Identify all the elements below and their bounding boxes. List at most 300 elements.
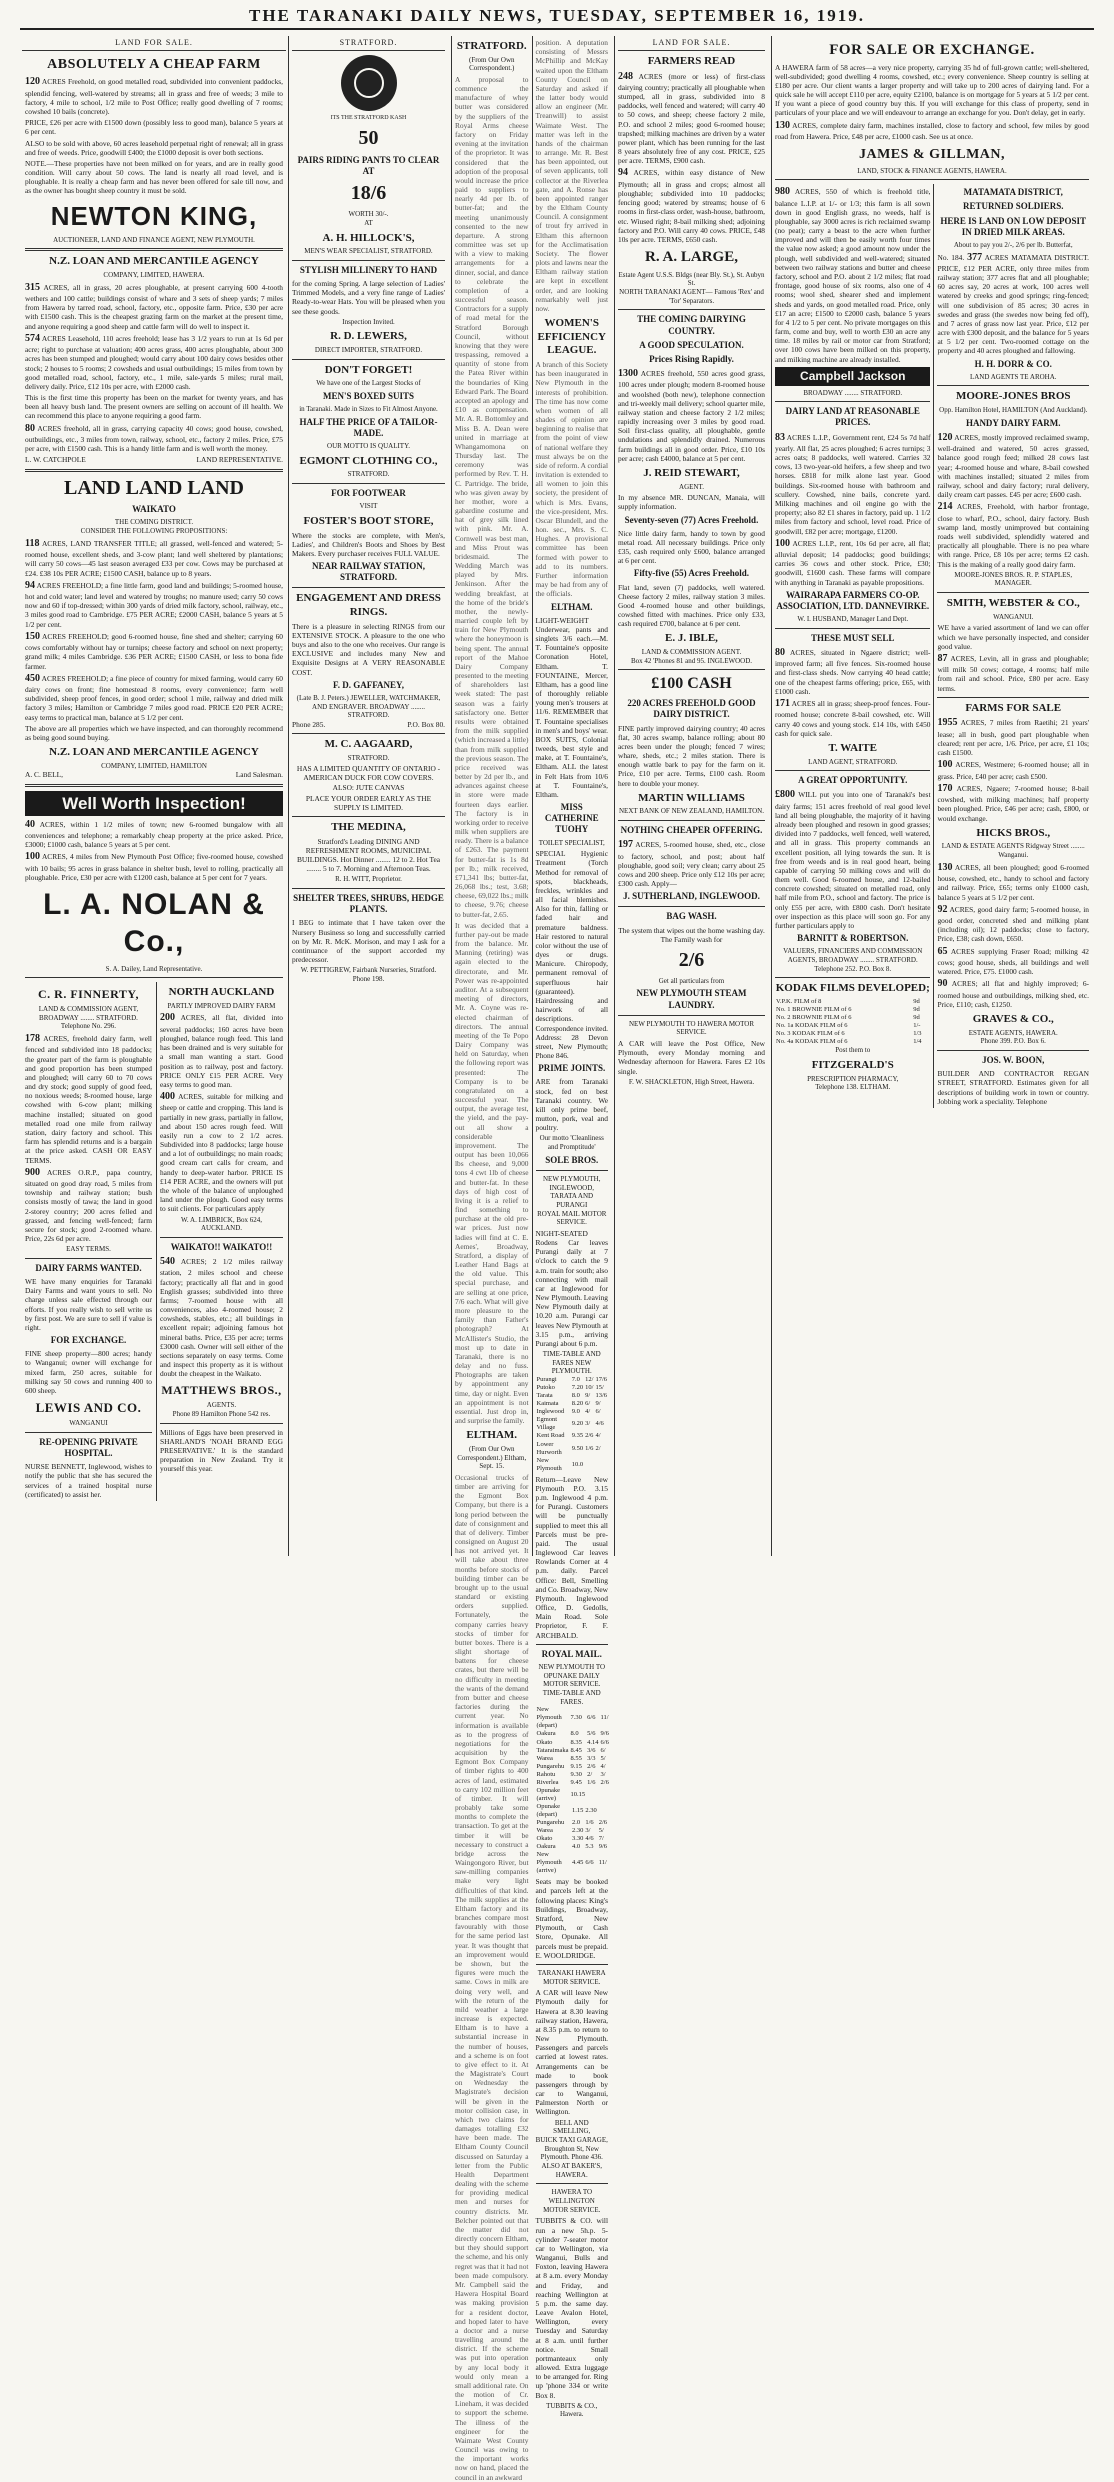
timetable-row bbox=[536, 1803, 609, 1819]
timetable-row bbox=[536, 1408, 609, 1416]
timetable-row bbox=[536, 1441, 609, 1457]
timetable bbox=[536, 1803, 609, 1875]
ad-headline: RE-OPENING PRIVATE HOSPITAL. bbox=[39, 1436, 138, 1459]
ad-text: No. 184. 377 ACRES MATAMATA DISTRICT. PRICE, £12 PER ACRE, only three miles from railway station; 377 acres flat and all ploughable; 60 acres say, 20 acres at work, 100 acres well watered by creeks and good springs; ring-fenced; will one subdivision of 85 acres; 30 acres in swedes and grass (the swedes now being fed off), and 7 acres of grass now last year. Price, £12 per acre with £300 deposit, and the balance for 5 years at 5 1/2 per cent. Two-roomed cottage on the property and 40 acres ploughed and fallowing. bbox=[937, 251, 1089, 356]
timetable-cell: No. 1 BROWNIE FILM of 6 bbox=[776, 1005, 852, 1013]
timetable-cell: 8.55 bbox=[570, 1754, 582, 1762]
ad-text: 100 ACRES, Westmere; 6-roomed house; all in grass. Price, £40 per acre; cash £500. bbox=[937, 759, 1089, 781]
agent-name: E. J. IBLE, bbox=[665, 632, 718, 645]
timetable-row bbox=[775, 1038, 930, 1046]
ad-text: Where the stocks are complete, with Men's, Ladies', and Children's Boots and Shoes by Best Makers. Every purchaser receives FULL VALUE. bbox=[292, 530, 445, 558]
agent-subtitle: MEN'S WEAR SPECIALIST, STRATFORD. bbox=[304, 247, 433, 256]
agent-phone: Phone 285. P.O. Box 80. bbox=[292, 719, 445, 729]
timetable-cell: 5/ bbox=[598, 1827, 604, 1835]
ad-headline: PRIME JOINTS. bbox=[538, 1063, 606, 1074]
agent-name: J. REID STEWART, bbox=[643, 466, 740, 479]
timetable-row bbox=[536, 1432, 609, 1440]
timetable-cell bbox=[586, 1787, 599, 1803]
agent-name: W. A. LIMBRICK, Box 624, AUCKLAND. bbox=[180, 1215, 262, 1233]
timetable-cell: Okato bbox=[536, 1738, 553, 1746]
agent-name: SMITH, WEBSTER & CO., bbox=[946, 597, 1080, 610]
ad-text: 120 ACRES Freehold, on good metalled road, subdivided into convenient paddocks, splendid fencing, well-watered by streams; all in grass and free of weeds; 3 mile to factory, 4 mile to school, 1/2 mile to Post Office; really good dwelling of 7 rooms; cowshed 10 bails (concrete). bbox=[25, 76, 283, 116]
ad-text: 1300 ACRES freehold, 550 acres good grass, 100 acres under plough; modern 8-roomed house and woolshed (both new), telephone connection and tri-weekly mail delivery; school quarter mile, railway station and cheese factory 2 1/2 miles; rapidly increasing over 3 miles by good road. Soil first-class quality, all ploughable, gentle undulations and splendidly drained. Numerous farm buildings all in good order. Price, £10 10s per acre; cash £4000, balance at 5 per cent. bbox=[618, 367, 765, 463]
ad-text: 197 ACRES, 5-roomed house, shed, etc., close to factory, school, and post; about half ploughable, good soil; very clean; carry about 25 cows and 200 sheep. Price only £12 10s per acre; £300 cash. Apply— bbox=[618, 839, 765, 889]
agent-name: J. SUTHERLAND, INGLEWOOD. bbox=[623, 891, 760, 902]
timetable-cell: No. 2 BROWNIE FILM of 6 bbox=[776, 1014, 852, 1022]
column-stratford-ads bbox=[288, 36, 448, 1556]
ad-subheadline: WAIKATO bbox=[132, 504, 176, 515]
ad-text: We have one of the Largest Stocks of bbox=[316, 379, 421, 388]
agent-subtitle: TOILET SPECIALIST, bbox=[538, 838, 605, 847]
news-text: A branch of this Society has been inaugurated in New Plymouth in the interests of prohibition. The time has now come when women of all shades of opinion are beginning to realise that from the point of view of national welfare they must always be on the side of reform. A cordial invitation is extended to all women to join this society, the president of which is Mrs. Evans, the vice-president, Mrs. Oscar Blundell, and the hon. sec., Mrs. S. C. Hughes. A provisional committee has been formed with power to add to its numbers. Further information may be had from any of the officials. bbox=[535, 360, 608, 599]
agent-name: NEWTON KING, bbox=[50, 200, 258, 231]
ad-text: Flat land, seven (7) paddocks, well watered. Cheese factory 2 miles, railway station 3 miles. Good 4-roomed house and other buildings, cowshed fitted with machines. Price only £33, cash required £700, balance at 6 per cent. bbox=[618, 582, 765, 629]
ad-text: NOTE.—These properties have not been milked on for years, and are in really good condition. Will carry about 50 cows. The land is nearly all road level, and is ploughable. It is really a cheap farm and has never been offered for sale till now, and as the owner has bought sheep country it must be sold. bbox=[25, 158, 283, 196]
timetable-cell: 2/6 bbox=[600, 1778, 609, 1786]
timetable-cell: Opunake (depart) bbox=[536, 1802, 560, 1818]
timetable-cell: 10.15 bbox=[570, 1790, 586, 1798]
stratford-kash-seal-icon bbox=[341, 55, 397, 111]
agent-subtitle: BUICK TAXI GARAGE, Broughton St, New Plymouth. Phone 436. ALSO AT BAKER'S, HAWERA. bbox=[535, 2135, 608, 2179]
timetable-row bbox=[536, 1827, 609, 1835]
timetable-cell: 9d bbox=[913, 997, 920, 1005]
timetable-cell: 3/6 bbox=[587, 1746, 596, 1754]
agent-phone: Phone 89 Hamilton Phone 542 res. bbox=[172, 1410, 271, 1419]
timetable-row bbox=[775, 1022, 930, 1030]
ad-text: A HAWERA farm of 58 acres—a very nice property, carrying 35 hd of full-grown cattle; well-sheltered, well-subdivided; good dwelling 4 rooms, cowshed, etc.; every convenience. Sheep country is selling at £180 per acre. Our client wants a larger property and will take up to 200 acres of dairying land. For a quick sale he will accept £110 per acre, equity £2100, balance is on mortgage for 5 years at 5 1/2 per cent. If you want a piece of good country buy this. If you will exchange for this class of property, send in particulars of your place and we will endeavour to arrange an exchange for you. Don't delay, get in early. bbox=[775, 62, 1089, 118]
agent-subtitle: R. H. WITT, Proprietor. bbox=[335, 875, 402, 884]
timetable-cell: 1/3 bbox=[913, 1030, 922, 1038]
ad-subheadline: RETURNED SOLDIERS. bbox=[962, 201, 1064, 212]
ad-headline: ABSOLUTELY A CHEAP FARM bbox=[47, 56, 261, 72]
ad-headline: FARMS FOR SALE bbox=[965, 701, 1062, 714]
ad-text: in Taranaki. Made in Sizes to Fit Almost Anyone. bbox=[299, 405, 438, 414]
ad-text: 94 ACRES FREEHOLD; a fine little farm, good land and buildings; 5-roomed house, hot and cold water; land level and watered by troughs; no manure used; carry 50 cows now and 60 if top-dressed; within 300 yards of dried milk factory, school, railway, etc., 3 miles good road to Cambridge. £75 PER ACRE; £2000 CASH, balance 5 years at 5 1/2 per cent. bbox=[25, 579, 283, 629]
timetable-cell: 6/6 bbox=[600, 1738, 609, 1746]
agent-subtitle: VALUERS, FINANCIERS AND COMMISSION AGENTS, BROADWAY ........ STRATFORD. bbox=[783, 947, 923, 964]
ad-caption: NEAR RAILWAY STATION, STRATFORD. bbox=[312, 561, 425, 583]
ad-text: 400 ACRES, suitable for milking and sheep or cattle and cropping. This land is partially in new grass, partially in fallow, and about 150 acres rough feed. Will easily run a cow to 2 1/2 acres. Subdivided into 8 paddocks; large house and a lot of outbuildings; no main roads; good cream cart calls for cream, and handy to deep-water harbor. PRICE IS £14 PER ACRE, and the owners will put the whole of the balance of unploughed land under the plough. Good easy terms to suit clients. For particulars apply bbox=[159, 1091, 283, 1214]
ad-headline: ENGAGEMENT AND DRESS RINGS. bbox=[296, 592, 441, 619]
timetable-row bbox=[536, 1851, 609, 1875]
agent-subtitle: NORTH TARANAKI AGENT— Famous 'Rex' and 'Tor' Separators. bbox=[619, 288, 764, 305]
timetable-row bbox=[536, 1400, 609, 1408]
timetable-cell: 8.0 bbox=[571, 1392, 580, 1400]
timetable-cell: Kent Road bbox=[536, 1432, 565, 1440]
agent-phone: Phone 399. P.O. Box 6. bbox=[980, 1037, 1046, 1046]
timetable-cell: 9.0 bbox=[571, 1408, 580, 1416]
news-text: position. A deputation consisting of Messrs McPhillip and McKay waited upon the Eltham County Council on Saturday and asked if the latter body would allow an engineer (Mr. Treanwill) to assist Waimate West. The matter was left in the hands of the chairman to arrange. Mr. R. Best has been appointed, out of seven applicants, toll collector at the Riverlea gate, and A. Ronse has been appointed ranger by the Eltham County Council. A consignment of trout fry arrived in Eltham this afternoon for the Acclimatisation Society. The flower plots and lawns near the Eltham railway station are kept in excellent order, and are looking remarkably well just now. bbox=[535, 38, 608, 313]
timetable-cell: Rahotu bbox=[536, 1770, 556, 1778]
timetable-cell: 2/6 bbox=[585, 1432, 594, 1440]
ad-headline: FARMERS READ bbox=[647, 54, 736, 67]
timetable-cell: V.P.K. FILM of 8 bbox=[776, 997, 822, 1005]
timetable-cell: 9.45 bbox=[570, 1778, 582, 1786]
timetable-cell: 4/ bbox=[595, 1432, 601, 1440]
timetable-cell: 9.30 bbox=[570, 1770, 582, 1778]
ad-text: SPECIAL Hygienic Treatment (Torch Method for removal of spots, blackheads, freckles, wrinkles and all facial blemishes. Also for thin, falling or faded hair and premature baldness. Hair restored to natural color without the use of dyes or drugs. Manicure. Chiropody, permanent removal of superfluous hair (guaranteed). Hairdressing and hairwork of all descriptions. Correspondence invited. Address: 28 Devon street, New Plymouth; Phone 846. bbox=[535, 849, 608, 1061]
agent-name: W. PETTIGREW, Fairbank Nurseries, Stratford. bbox=[300, 966, 437, 975]
timetable-row bbox=[536, 1376, 609, 1384]
news-heading: STRATFORD. bbox=[456, 40, 527, 52]
news-heading: WOMEN'S EFFICIENCY LEAGUE. bbox=[537, 317, 606, 357]
ad-headline: Well Worth Inspection! bbox=[25, 791, 283, 816]
ad-headline: TARANAKI HAWERA MOTOR SERVICE. bbox=[537, 1968, 606, 1986]
timetable-cell: Okato bbox=[536, 1835, 553, 1843]
agent-subtitle: DIRECT IMPORTER, STRATFORD. bbox=[314, 346, 423, 355]
ad-text: 170 ACRES, Ngaere; 7-roomed house; 8-bail cowshed, with milking machines; half property been ploughed. Price, £46 per acre; cash, £800, or would exchange. bbox=[937, 782, 1089, 823]
agent-name: R. D. LEWERS, bbox=[330, 330, 407, 343]
timetable-cell: 3/ bbox=[585, 1420, 591, 1428]
masthead: THE TARANAKI DAILY NEWS, TUESDAY, SEPTEMBER 16, 1919. bbox=[20, 6, 1094, 30]
agent-subtitle: AUCTIONEER, LAND AND FINANCE AGENT, NEW PLYMOUTH. bbox=[53, 235, 255, 244]
news-heading: ELTHAM. bbox=[551, 601, 593, 612]
agent-name: BELL AND SMELLING, bbox=[553, 2118, 591, 2136]
ad-headline: DON'T FORGET! bbox=[324, 363, 413, 376]
agent-phone: Telephone No. 296. bbox=[60, 1022, 117, 1031]
timetable-cell: 4.14 bbox=[587, 1738, 599, 1746]
ad-text: 540 ACRES; 2 1/2 miles railway station, 2 miles school and cheese factory; practically all flat and in good English grasses; subdivided into three farms; 7-roomed house with all conveniences, also 4-roomed house; 2 cowsheds, stables, etc.; all buildings in excellent repair; adjoining famous hot mineral baths. Price, £35 per acre; terms £3000 cash. Owner will sell either of the sections separately on easy terms. Come and inspect this property as it is without doubt the cheapest in the Waikato. bbox=[159, 1256, 283, 1379]
ad-text: 100 ACRES, 4 miles from New Plymouth Post Office; five-roomed house, cowshed with 10 bails; 95 acres in grass balance in shelter bush, level to rolling, practically all ploughable. Price, £30 per acre with £1200 cash, balance at 5 per cent for 7 years. bbox=[25, 851, 283, 882]
agent-name: LEWIS AND CO. bbox=[35, 1400, 142, 1416]
agent-subtitle: LAND & ESTATE AGENTS Ridgway Street ........ Wanganui. bbox=[941, 842, 1085, 860]
ad-headline: £100 CASH bbox=[651, 675, 732, 693]
timetable-cell bbox=[584, 1457, 594, 1473]
timetable-cell: 13/6 bbox=[595, 1392, 607, 1400]
ad-text: LIGHT-WEIGHT Underwear, pants and singlets 3/6 each.—M. T. Fountaine's opposite Coronation Hotel, Eltham. T. FOUNTAINE, Mercer, Eltham, has a good line of thoroughly reliable young men's trousers at 11/6. REMEMBER that T. Fountaine specialises in men's and boys' wear. BOX SUITS, Colonial tweeds, best style and make, at T. Fountaine's, Eltham. ALL the latest in Felt Hats from 10/6 at T. Fountaine's, Eltham. bbox=[535, 615, 608, 799]
agent-subtitle: LAND, STOCK & FINANCE AGENTS, HAWERA. bbox=[857, 166, 1007, 175]
timetable-cell: 2/ bbox=[595, 1444, 601, 1452]
ad-headline: LAND LAND LAND bbox=[63, 476, 244, 499]
ad-headline: DAIRY FARMS WANTED. bbox=[35, 1262, 142, 1273]
timetable-cell: Kaimata bbox=[536, 1400, 559, 1408]
timetable-cell: 1/- bbox=[913, 1022, 921, 1030]
timetable-row bbox=[536, 1835, 609, 1843]
ad-text: 900 ACRES O.R.P., papa country, situated on good dray road, 5 miles from township and railway station; bush consists mostly of tawa; the land in good 2-storey country; 200 acres felled and grassed, and fencing well-fenced; farm secure for stock; good 2-roomed whare. Price, 22s 6d per acre. bbox=[25, 1166, 152, 1244]
lower-ads bbox=[25, 982, 283, 1501]
ad-text: The system that wipes out the home washing day. The Family wash for bbox=[618, 925, 765, 944]
ad-text: £800 WILL put you into one of Taranaki's best dairy farms; 151 acres freehold of real good level land all being ploughable, the majority of it having already been ploughed and resown in good grasses; divided into 7 paddocks, well fenced, well watered, and all in grass. This property commands an excellent position, all lying towards the sun. It is free from weeds and is in real good heart, being capable of carrying 50 milking cows and will do them well. Good 6-roomed house, and 12-bailed concrete cowshed; situated on metalled road, only half mile from P.O., school and factory. The price is only £55 per acre, with £800 cash. Don't hesitate over inspection as this place will soon go. For any further particulars apply to bbox=[775, 789, 931, 930]
timetable-cell: 9/6 bbox=[598, 1843, 607, 1851]
timetable-cell: 11/ bbox=[598, 1859, 607, 1867]
timetable-cell: 7.20 bbox=[571, 1384, 584, 1392]
ad-headline: NEW PLYMOUTH TO HAWERA MOTOR SERVICE. bbox=[628, 1019, 754, 1037]
ad-text: 83 ACRES L.I.P., Government rent, £24 5s 7d half yearly. All flat, 25 acres ploughed; 6 acres turnips; 3 acres oats; 8 paddocks, well watered. Carries 32 cows, 13 two-year-old heifers, a few sheep and two horses. £818 for milk alone last year. Good buildings. Six-roomed house with bathroom and scullery. Cowshed, nine bails, concrete yard. Milking machines and oil engine go with the property; also 82 £1 shares in factory, paid up. 1 1/2 miles from factory and school, level road. Price of goodwill, £82 per acre; mortgage, £1200. bbox=[775, 431, 931, 536]
timetable-cell bbox=[600, 1787, 610, 1803]
agent-subtitle: LAND & COMMISSION AGENT, BROADWAY ........ STRATFORD. bbox=[38, 1005, 139, 1022]
ad-subheadline: MEN'S BOXED SUITS bbox=[322, 391, 415, 401]
timetable-row bbox=[775, 1006, 930, 1014]
agent-name: TUBBITS & CO., Hawera. bbox=[546, 2401, 598, 2419]
ad-headline: MATAMATA DISTRICT, bbox=[963, 187, 1063, 198]
agent-phone: Phone 198. bbox=[352, 975, 385, 983]
agent-name: A. H. HILLOCK'S, bbox=[322, 231, 415, 244]
agent-subtitle: PRESCRIPTION PHARMACY, bbox=[807, 1074, 899, 1083]
timetable-cell: 6/6 bbox=[587, 1714, 596, 1722]
timetable bbox=[536, 1706, 610, 1803]
ad-text: 178 ACRES, freehold dairy farm, well fenced and subdivided into 18 paddocks; the greater part of the farm is ploughable and good proportion has been stumped and ploughed; will carry 60 to 70 cows and dry stock; good supply of good feed, no noxious weeds; 8-roomed house, large cowshed with 6-cow plant; milking machine installed; situated on good metalled road one mile from railway station, dairy factory and school. This farm has splendid returns and is a bargain at the price asked. CASH OR EASY TERMS. bbox=[25, 1033, 152, 1165]
ad-headline: STYLISH MILLINERY TO HAND bbox=[299, 264, 438, 275]
ad-text: FINE partly improved dairying country; 40 acres flat, 30 acres swamp, balance rolling; about 80 acres been under the plough; fenced 7 wires; whare, sheds, etc.; 2 miles station. There is enough wattle bark to pay for the farm on it. Price, £10 per acre. Terms, £100 cash. Room here to double your money. bbox=[618, 723, 765, 788]
ad-text: for the coming Spring. A large selection of Ladies' Trimmed Models, and a very fine range of Ladies' Ready-to-wear Hats. You will be pleased when you see these goods. bbox=[292, 279, 445, 316]
ad-text: 248 ACRES (more or less) of first-class dairying country; practically all ploughable when stumped, all in grass, subdivided into 8 paddocks, well fenced and watered; will carry 40 to 50 cows, and sheep; cheese factory 2 mile, P.O. and school 2 miles; good 6-roomed house; trapshed; milking machines are driven by a water power plant, which has been running for the last 8 years absolutely free of any cost. PRICE, £25 per acre. TERMS, £900 cash. bbox=[618, 70, 765, 166]
news-byline: (From Our Own Correspondent.) bbox=[469, 55, 515, 73]
agent-subtitle: STRATFORD. bbox=[347, 470, 390, 479]
agent-subtitle: NEXT BANK OF NEW ZEALAND, HAMILTON. bbox=[619, 807, 764, 816]
ad-headline: THESE MUST SELL bbox=[811, 632, 895, 643]
timetable-cell: Pungarehu bbox=[536, 1762, 565, 1770]
split-columns bbox=[775, 184, 1089, 1108]
timetable-cell: 2/6 bbox=[598, 1818, 607, 1826]
timetable-cell: No. 4a KODAK FILM of 6 bbox=[776, 1038, 848, 1046]
ad-text: Seats may be booked and parcels left at the following places: King's Buildings, Broadway, Stratford, New Plymouth, or Cash Store, Opunake. All parcels must be prepaid. E. WOOLDRIDGE. bbox=[535, 1877, 608, 1960]
ad-text: PRICE, £26 per acre with £1500 down (possibly less to good man), balance 5 years at 6 per cent. bbox=[25, 118, 283, 137]
ad-text: Nice little dairy farm, handy to town by good metal road. All necessary buildings. Price only £35, cash required only £600, balance arranged at 6 per cent. bbox=[618, 528, 765, 566]
agent-name: L. A. NOLAN & Co., bbox=[43, 888, 265, 959]
ad-headline: SHELTER TREES, SHRUBS, HEDGE PLANTS. bbox=[293, 893, 444, 915]
timetable-cell: Pungarehu bbox=[536, 1818, 565, 1826]
ad-text: 40 ACRES, within 1 1/2 miles of town; new 6-roomed bungalow with all conveniences and telephone; a remarkably cheap property at the price asked. Price, £3000; £1000 cash, balance 5 years at 5 per cent. bbox=[25, 818, 283, 850]
timetable-cell: 9/6 bbox=[600, 1730, 609, 1738]
ad-headline: NEW PLYMOUTH, INGLEWOOD, TARATA AND PURANGI bbox=[542, 1174, 601, 1209]
column-news bbox=[451, 36, 611, 2482]
timetable-cell: Oakura bbox=[536, 1730, 556, 1738]
agent-name: MATTHEWS BROS., bbox=[161, 1383, 282, 1398]
timetable-cell: Warea bbox=[536, 1827, 553, 1835]
ad-headline: FOR EXCHANGE. bbox=[50, 1335, 127, 1346]
ad-text: 65 ACRES supplying Fraser Road; milking 42 cows; good house, sheds, all buildings and well watered. Price, £75. £1000 cash. bbox=[937, 945, 1089, 977]
ad-text: 574 ACRES Leasehold, 110 acres freehold; lease has 3 1/2 years to run at 1s 6d per acre; right to purchase at valuation; 400 acres grass, 400 acres ploughable, about 300 acres has been stumped and ploughed; would carry about 100 dairy cows besides other stock; 2 houses to 5 rooms; 2 cowsheds and usual outbuildings; 15 miles from town by good metalled road, school, factory, etc., 1 mile, sale-yards 5 miles; rural mail, delivery daily. Price, £12 10s per acre, with £2000 cash. bbox=[25, 332, 283, 391]
agent-phone: Telephone 138. ELTHAM. bbox=[815, 1083, 891, 1092]
ad-text: 118 ACRES, LAND TRANSFER TITLE; all grassed, well-fenced and watered; 5-roomed house, excellent sheds, and 3-cow plant; land well sheltered by plantations; will carry 50 cows—45 last season averaged £33 per cow. Cows may be purchased at £24. £38 10s PER ACRE; £1500 CASH, balance up to 8 years. bbox=[25, 537, 283, 578]
ad-text: TUBBITS & CO. will run a new 5h.p. 5-cylinder 7-seater motor car to Wellington, via Wanganui, Bulls and Foxton, leaving Hawera at 8 a.m. every Monday and Friday, and reaching Wellington at 5 p.m. the same day. Leave Avalon Hotel, Wellington, every Tuesday and Saturday at 8 a.m. until further notice. Small portmanteaux only allowed. Extra luggage to be arranged for. Ring up 'phone 334 or write Box 8. bbox=[535, 2216, 608, 2400]
timetable-row bbox=[536, 1416, 609, 1432]
timetable-cell: 3/ bbox=[600, 1770, 606, 1778]
agent-name: F. W. SHACKLETON, High Street, Hawera. bbox=[628, 1077, 755, 1086]
agent-phone: Box 42 'Phones 81 and 95. INGLEWOOD. bbox=[630, 656, 753, 665]
timetable-cell: Inglewood bbox=[536, 1408, 565, 1416]
timetable-cell: 4/ bbox=[600, 1762, 606, 1770]
price-list bbox=[775, 998, 930, 1046]
timetable-cell: Egmont Village bbox=[536, 1416, 558, 1432]
agent-name: H. H. DORR & CO. bbox=[974, 358, 1052, 369]
agent-subtitle: (Late B. J. Peters.) JEWELLER, WATCHMAKER, AND ENGRAVER. BROADWAY ........ STRATFORD. bbox=[296, 693, 441, 720]
ad-text: 130 ACRES, complete dairy farm, machines installed, close to factory and school, few miles by good road from Hawera. Price, £48 per acre, £1000 cash. See us at once. bbox=[775, 119, 1089, 142]
agent-name: T. WAITE bbox=[828, 741, 877, 754]
timetable-row bbox=[536, 1457, 609, 1473]
timetable-cell: 10.0 bbox=[571, 1460, 584, 1468]
agent-name: FOSTER'S BOOT STORE, bbox=[303, 514, 434, 527]
timetable-cell: 3/3 bbox=[587, 1754, 596, 1762]
timetable-cell: 2.30 bbox=[585, 1806, 597, 1814]
timetable-row bbox=[536, 1739, 610, 1747]
seal-caption: ITS THE STRATFORD KASH bbox=[330, 114, 407, 121]
timetable-cell: Opunake (arrive) bbox=[536, 1786, 560, 1802]
timetable-cell: 1/4 bbox=[913, 1038, 922, 1046]
timetable-row bbox=[536, 1384, 609, 1392]
ad-text: NIGHT-SEATED Rodens Car leaves Purangi daily at 7 o'clock to catch the 9 a.m. train for south; also connecting with mail car at Inglewood for New Plymouth. Leaving New Plymouth daily at 10.20 a.m. Purangi car leaves New Plymouth at 3.15 p.m., arriving Purangi about 6 p.m. bbox=[535, 1228, 608, 1348]
column-land-for-sale bbox=[22, 36, 286, 1556]
ad-caption: AT bbox=[364, 218, 373, 227]
timetable-title: TIME-TABLE AND FARES NEW PLYMOUTH. bbox=[542, 1350, 601, 1376]
timetable-row bbox=[536, 1819, 609, 1827]
timetable-cell: 3.30 bbox=[571, 1835, 584, 1843]
timetable-cell: New Plymouth (arrive) bbox=[536, 1851, 562, 1875]
ad-text: Get all particulars from bbox=[658, 976, 725, 985]
ad-text: Millions of Eggs have been preserved in SHARLAND'S 'NOAH BRAND EGG PRESERVATIVE.' It is the standard preparation in New Zealand. Try it yourself this year. bbox=[159, 1427, 283, 1474]
agent-name: JOS. W. BOON, bbox=[982, 1055, 1045, 1066]
ad-caption: VISIT bbox=[359, 502, 378, 511]
timetable-cell: 7/ bbox=[598, 1835, 604, 1843]
ad-caption: EASY TERMS. bbox=[66, 1245, 111, 1254]
agent-name: NEW PLYMOUTH STEAM LAUNDRY. bbox=[636, 988, 747, 1010]
timetable-cell: 8.45 bbox=[570, 1746, 582, 1754]
ad-text: 315 ACRES, all in grass, 20 acres ploughable, at present carrying 600 4-tooth wethers and 100 cattle; buildings consist of whare and 3 sets of sheep yards; 7 miles from Hawera by tarred road, school, factory, etc., opposite farm. Price, £30 per acre with £1500 cash. This is the cheapest grazing farm on the market at the present time, and anyone requiring a good sheep and cattle farm will do well to inspect it. bbox=[25, 281, 283, 331]
agent-name: Campbell Jackson bbox=[775, 367, 930, 386]
timetable-cell: 8.0 bbox=[570, 1730, 579, 1738]
timetable-cell: 1/6 bbox=[585, 1444, 594, 1452]
ad-headline: NOTHING CHEAPER OFFERING. bbox=[620, 825, 763, 836]
agent-subtitle: S. A. Dailey, Land Representative. bbox=[105, 964, 203, 973]
ad-subheadline: PARTLY IMPROVED DAIRY FARM bbox=[167, 1001, 276, 1010]
agent-signoff: A. C. BELL, Land Salesman. bbox=[25, 770, 283, 780]
ad-subheadline: A GOOD SPECULATION. bbox=[639, 339, 744, 350]
ad-headline: Fifty-five (55) Acres Freehold. bbox=[633, 568, 750, 579]
news-heading: ELTHAM. bbox=[466, 1429, 518, 1442]
news-text: It was decided that a further pay-out be made from the balance. Mr. Manning (retiring) was again elected to the directorate, and Mr. Power was re-appointed auditor. At a subsequent meeting of directors, Mr. A. Coyne was re-elected chairman of directors. The annual meeting of the Te Popo Dairy Company was held on Saturday, when the following report was presented: The Company is to be congratulated on a successful year. The output, the average test, the yield, and the pay-out all show a considerable improvement. The output has been 10,066 lbs cheese, and 9,000 tons 4 cwt 1lb of cheese and butter-fat. In these days of high cost of living it is a relief to find something to purchase at the old pre-war prices. Just now ladies will find at C. E. Aemes', Broadway, Stratford, a display of Leather Hand Bags at the old value. This special purchase, and are selling at one price, 7/6 each. What will give more pleasure to the family than Father's photograph? At McAllister's Studio, the most up to date in Taranaki, there is no delay and no fuss. Photographs are taken by appointment any time, day or night. Even an appointment is not essential. Just drop in, and surprise the family. bbox=[455, 920, 529, 1426]
timetable-cell: 5.3 bbox=[585, 1843, 594, 1851]
timetable-cell: 15/ bbox=[595, 1384, 604, 1392]
timetable-cell: 1.15 bbox=[571, 1806, 584, 1814]
agent-subtitle: STRATFORD. bbox=[347, 753, 390, 762]
timetable-cell: 8.35 bbox=[570, 1738, 582, 1746]
timetable-cell: 6/ bbox=[600, 1746, 606, 1754]
agent-subtitle: ESTATE AGENTS, HAWERA. bbox=[968, 1028, 1058, 1037]
agent-subtitle: COMPANY, LIMITED, HAMILTON bbox=[101, 761, 207, 770]
ad-text: 100 ACRES L.I.P., rent, 10s 6d per acre, all flat; alluvial deposit; 14 paddocks; good buildings; carries 36 cows and other stock. Price, £30; goodwill, £1600 cash. These farms will compare with anything in Taranaki as payable propositions. bbox=[775, 537, 931, 587]
ad-headline: Seventy-seven (77) Acres Freehold. bbox=[624, 514, 759, 525]
timetable-cell: 4/6 bbox=[585, 1835, 594, 1843]
ad-caption: OUR MOTTO IS QUALITY. bbox=[327, 442, 410, 451]
timetable-row bbox=[775, 998, 930, 1006]
timetable-cell: Oakura bbox=[536, 1843, 556, 1851]
timetable bbox=[536, 1376, 609, 1473]
ad-headline: FOR FOOTWEAR bbox=[331, 488, 406, 499]
timetable-cell: No. 1a KODAK FILM of 6 bbox=[776, 1022, 848, 1030]
timetable-cell: 9.35 bbox=[571, 1432, 584, 1440]
ad-text: 980 ACRES, 550 of which is freehold title, balance L.I.P. at 1/- or 1/3; this farm is all sown down in good English grass, no weeds, half is ploughable, say 3000 acres is rich reclaimed swamp (no peat); carry a beast to the acre when further improved and will then be easily worth four times the value now asked; a good amount now under the plough, well subdivided and well-watered; situated between two railway stations and butter and cheese factory, school and P.O. about 2 1/2 miles; flat road frontage, good house of six rooms, also one of 4 rooms; wool shed, shearer shed and implement sheds and yards, on good metalled road. Price, only £17 an acre; £1500 to £2000 cash, balance 5 years for 4 1/2 to 5 per cent. No private mortgages on this farm, come and buy, well to worth £30 an acre any time. 18 miles by rail or motor car from Stratford; over 100 cows have been milked on this property, and milking machine are already installed. bbox=[775, 186, 931, 364]
ad-text: 214 ACRES, Freehold, with harbor frontage, close to wharf, P.O., school, dairy factory. Bush swamp land, mostly unimproved but containing roads well subdivided, splendidly watered and practically all ploughable. There is no pea whare with range. Price, £8 10s per acre; terms £2 cash. This is the making of a really good dairy farm. bbox=[937, 501, 1089, 569]
timetable-row bbox=[536, 1755, 610, 1763]
ad-text: 90 ACRES; all flat and highly improved; 6-roomed house and outbuildings, milking shed, etc. Price, £110; cash, £1250. bbox=[937, 978, 1089, 1009]
column-for-sale-exchange bbox=[771, 36, 1092, 1556]
timetable-cell: 4/6 bbox=[595, 1420, 604, 1428]
agent-name: F. D. GAFFANEY, bbox=[333, 679, 404, 690]
agent-subtitle: WANGANUI. bbox=[993, 612, 1034, 621]
ad-text: 87 ACRES, Levin, all in grass and ploughable; will milk 50 cows; cottage, 4 rooms; half mile from rail and school. Price, £80 per acre. Easy terms. bbox=[937, 652, 1089, 693]
timetable-row bbox=[536, 1843, 609, 1851]
timetable-cell: 2/ bbox=[587, 1770, 593, 1778]
agent-name: N.Z. LOAN AND MERCANTILE AGENCY bbox=[49, 255, 259, 268]
timetable-cell: 5/6 bbox=[587, 1730, 596, 1738]
ad-subheadline: 220 ACRES FREEHOLD GOOD DAIRY DISTRICT. bbox=[627, 698, 756, 720]
ad-text: 450 ACRES FREEHOLD; a fine piece of country for mixed farming, would carry 60 dairy cows on front; fine homestead 8 rooms, every convenience; farm well subdivided, sheep proof fences, in good order; school 1 mile, railway and dried milk factory 3 miles; Hamilton or Cambridge 7 miles good road. PRICE £20 PER ACRE; easy terms to practical man, balance at 5 1/2 per cent. bbox=[25, 672, 283, 722]
agent-signoff: L. W. CATCHPOLE LAND REPRESENTATIVE. bbox=[25, 455, 283, 465]
ad-caption: THE COMING DISTRICT. bbox=[114, 518, 194, 527]
ad-text: There is a pleasure in selecting RINGS from our EXTENSIVE STOCK. A pleasure to the one who buys and also to the one who receives. Our range is EXCLUSIVE and includes many New and Exquisite Designs at A VERY REASONABLE COST. bbox=[292, 621, 445, 677]
ad-text: The above are all properties which we have inspected, and can thoroughly recommend as being good sound buying. bbox=[25, 723, 283, 742]
agent-name: SOLE BROS. bbox=[545, 1154, 599, 1165]
agent-subtitle: COMPANY, LIMITED, HAWERA. bbox=[103, 271, 205, 280]
timetable-cell: 9.50 bbox=[571, 1444, 584, 1452]
ad-text: PLACE YOUR ORDER EARLY AS THE SUPPLY IS LIMITED. bbox=[305, 793, 432, 812]
ad-subheadline: HERE IS LAND ON LOW DEPOSIT IN DRIED MILK AREAS. bbox=[940, 215, 1087, 237]
ad-headline: HAWERA TO WELLINGTON MOTOR SERVICE. bbox=[543, 2188, 601, 2214]
news-text: A proposal to commence the manufacture of whey butter was considered by the suppliers of the Royal Arms cheese factory on Friday evening at the invitation of the proprietor. It was considered that the adoption of the proposal would increase the price paid to suppliers to nearly 4d per lb. of butter-fat; and the meeting unanimously consented to the new departure. A strong committee was set up with a view to making arrangements for a dinner, social, and dance to celebrate the completion of a successful season. Contractors for a supply of road metal for the Stratford Borough Council, without knowing that they were trespassing, removed a quantity of stone from the Patea River within the boundaries of King Edward Park. The Board accepted an apology and £10 as compensation. Mr. A. R. Bottomley and Miss B. A. Dean were united in marriage at Whangamomona on Thursday last. The ceremony was performed by Rev. T. H. C. Partridge. The bride, who was given away by her mother, wore a gabardine costume and hat of grey silk lined with pink. Mr. A. Cornwell was best man, and Miss Prout was bridesmaid. The Wedding March was played by Mrs. Jenkinson. After the wedding breakfast, at the home of the bride's mother, the newly-married couple left by train for New Plymouth where the honeymoon is being spent. The annual report of the Mahoe Dairy Company presented to the meeting of shareholders last week stated: The past season was a fairly satisfactory one. Better results were obtained from the milk supplied (which increased a little) than from milk supplied the previous season. The price received was better by 2d per lb., and advances against cheese in store were made fourteen days earlier. The factory is in working order to receive milk when suppliers are ready. There is a balance of £263. The payment for butter-fat is 1s 8d per lb.; milk received, £71,341 lbs; butter-fat, 26,068 lbs.; test, 3.68; cheese, 69,022 lbs.; milk to cheese, 9.76; cheese to butter-fat, 2.65. bbox=[455, 74, 529, 919]
timetable-row bbox=[536, 1779, 610, 1787]
timetable-cell: 10/ bbox=[585, 1384, 594, 1392]
section-header: LAND FOR SALE. bbox=[22, 36, 286, 51]
ad-text: 80 ACRES, situated in Ngaere district; well-improved farm; all five fences. Six-roomed house and first-class sheds. Now carrying 40 head cattle; one of the cheapest farms offering; price, £65, with £1000 cash. bbox=[775, 646, 931, 696]
timetable-cell: 1/6 bbox=[587, 1778, 596, 1786]
ad-caption: CONSIDER THE FOLLOWING PROPOSITIONS: bbox=[80, 527, 228, 536]
timetable-row bbox=[536, 1787, 610, 1803]
timetable-cell: Lower Hurworth bbox=[536, 1440, 562, 1456]
agent-subtitle: LAND & COMMISSION AGENT. bbox=[641, 648, 742, 657]
section-header: STRATFORD. bbox=[292, 36, 445, 51]
agent-name: MARTIN WILLIAMS bbox=[638, 791, 745, 804]
agent-name: EGMONT CLOTHING CO., bbox=[299, 454, 438, 467]
timetable-cell: 8.20 bbox=[571, 1400, 584, 1408]
timetable-row bbox=[536, 1730, 610, 1738]
agent-name: FITZGERALD'S bbox=[811, 1058, 894, 1071]
agent-subtitle: LAND AGENT, STRATFORD. bbox=[808, 757, 898, 766]
ad-headline: WAIKATO!! WAIKATO!! bbox=[170, 1241, 273, 1252]
timetable-cell: 9/ bbox=[585, 1392, 591, 1400]
ad-headline: PAIRS RIDING PANTS TO CLEAR AT bbox=[297, 155, 440, 177]
agent-subtitle: BROADWAY ........ STRATFORD. bbox=[803, 388, 903, 397]
timetable-cell: 7.0 bbox=[571, 1376, 580, 1384]
timetable-cell: New Plymouth (depart) bbox=[536, 1706, 562, 1730]
timetable-cell bbox=[598, 1803, 608, 1819]
agent-name: MOORE-JONES BROS bbox=[955, 390, 1071, 403]
ad-headline: FOR SALE OR EXCHANGE. bbox=[829, 42, 1035, 58]
timetable-row bbox=[775, 1030, 930, 1038]
agent-name: MOORE-JONES BROS. R. P. STAPLES, MANAGER. bbox=[954, 570, 1073, 588]
ad-text: 120 ACRES, mostly improved reclaimed swamp, well-drained and watered, 50 acres grassed, balance good rough feed; milked 28 cows last year; 4-roomed house and whare, 8-bail cowshed with machines installed; situated 2 miles from railway, school and dairy factory; rural delivery, daily cream cart passes. £45 per acre; £600 cash. bbox=[937, 431, 1089, 500]
ad-text: WE have a varied assortment of land we can offer which we have personally inspected, and consider good value. bbox=[937, 623, 1089, 651]
ad-text: 80 ACRES freehold, all in grass, carrying capacity 40 cows; good house, cowshed, outbuildings, etc., 3 miles from town, railway, school, etc., factory 2 miles. Price, £75 per acre, with £1500 cash. This is a handy little farm and is well worth the money. bbox=[25, 422, 283, 454]
ad-subheadline: HALF THE PRICE OF A TAILOR-MADE. bbox=[299, 416, 438, 438]
agent-name: C. R. FINNERTY, bbox=[37, 987, 139, 1002]
timetable-cell: New Plymouth bbox=[536, 1456, 562, 1472]
agent-name: M. C. AAGAARD, bbox=[324, 738, 413, 751]
ad-text: 200 ACRES, all flat, divided into several paddocks; 160 acres have been ploughed, balance rough feed. This land has been drained and is very suitable for a small man wanting a start. Good position as to railway, post and factory. PRICE ONLY £15 PER ACRE. Very easy terms to good man. bbox=[159, 1012, 283, 1089]
ad-headline: BAG WASH. bbox=[666, 911, 717, 922]
ad-text: This is the first time this property has been on the market for twenty years, and has been all heavy bush land. The present owners are selling on account of ill health. We can recommend this place to anyone requiring a good farm. bbox=[25, 393, 283, 421]
timetable-cell: Putoko bbox=[536, 1384, 555, 1392]
agent-subtitle: W. I. HUSBAND, Manager Land Dept. bbox=[797, 615, 909, 624]
agent-subtitle: LAND AGENTS TE AROHA. bbox=[969, 372, 1057, 381]
ad-headline: ROYAL MAIL. bbox=[541, 1648, 602, 1659]
ad-text: 1955 ACRES, 7 miles from Raetihi; 21 years' lease; all in bush, good part ploughable when cleared; rent per acre, 1/6. Price, per acre, £1 10s; cash £1500. bbox=[937, 717, 1089, 758]
agent-subtitle: Opp. Hamilton Hotel, HAMILTON (And Auckland). bbox=[939, 406, 1088, 415]
timetable-cell: 9d bbox=[913, 1014, 920, 1022]
ad-headline: NORTH AUCKLAND bbox=[168, 986, 275, 999]
ad-text: Return—Leave New Plymouth P.O. 3.15 p.m. Inglewood 4 p.m. for Purangi. Customers will be punctually supplied to meet this all Parcels must be pre-paid. The usual Inglewood Car leaves Rowlands Corner at 4 p.m. daily. Parcel Office: Bell, Smelling and Co. Broadway, New Plymouth. Inglewood Office, D. Gedolls, Main Road. Sole Proprietor, F. F. ARCHBALD. bbox=[535, 1474, 608, 1640]
agent-name: HICKS BROS., bbox=[976, 826, 1051, 839]
timetable-cell: 4.0 bbox=[571, 1843, 581, 1851]
